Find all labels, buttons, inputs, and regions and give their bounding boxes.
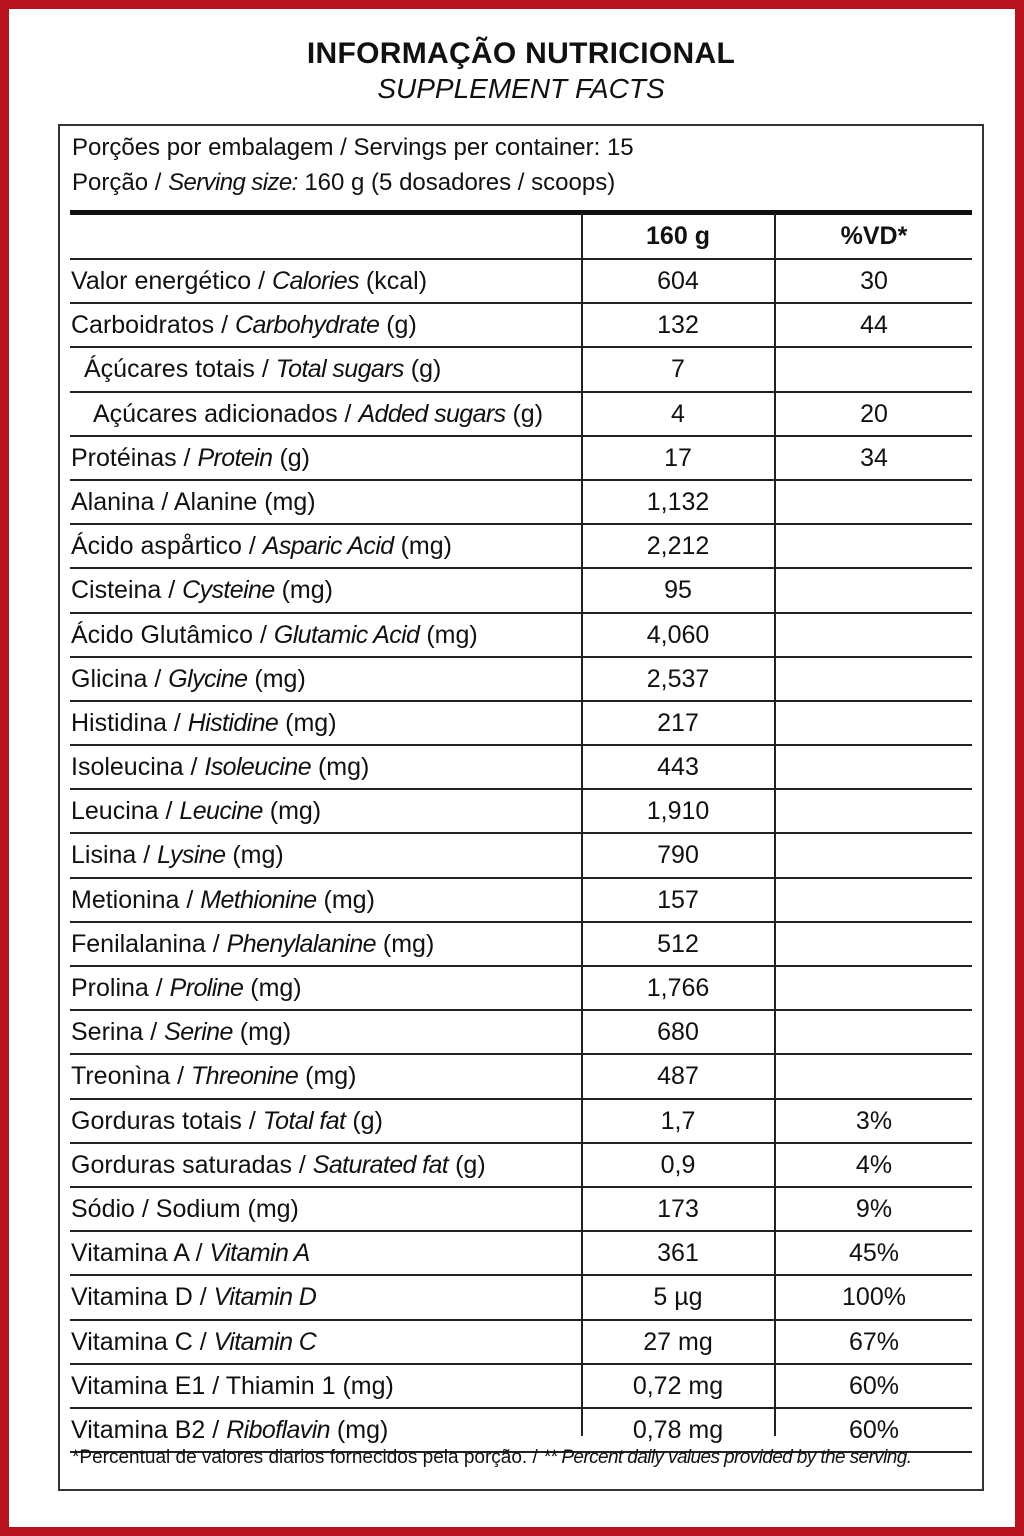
nutrient-name-en: Carbohydrate (234, 311, 380, 340)
nutrient-label (71, 525, 452, 567)
nutrient-amount: 2,212 (646, 532, 710, 561)
servings-per-container-label: Porções por embalagem / Servings per container: (72, 134, 601, 161)
nutrient-name-en: Methionine (200, 885, 317, 914)
table-row (70, 746, 972, 790)
nutrient-name-pt: Ácido aspårtico / (71, 532, 256, 561)
nutrient-label (71, 1011, 291, 1053)
nutrient-amount: 4,060 (646, 620, 710, 649)
nutrient-unit: (g) (410, 355, 442, 384)
nutrient-name-pt: Metionina / (71, 885, 194, 914)
table-row (70, 481, 972, 525)
nutrient-unit: (mg) (400, 532, 452, 561)
nutrient-label (93, 393, 543, 435)
nutrient-name-pt: Fenilalanina / (71, 929, 220, 958)
table-row (70, 879, 972, 923)
nutrient-unit: (mg) (317, 753, 370, 782)
nutrient-unit: (mg) (281, 576, 333, 605)
nutrient-label (71, 614, 478, 656)
nutrient-amount: 443 (657, 753, 699, 782)
nutrient-label (71, 437, 310, 479)
nutrient-name-pt: Isoleucina / (71, 753, 198, 782)
nutrient-name-en: Serine (164, 1018, 233, 1047)
nutrient-name-en: Protein (197, 443, 273, 472)
nutrient-unit: (g) (455, 1150, 486, 1179)
nutrient-daily-value: 34 (860, 443, 888, 472)
nutrient-daily-value: 45% (848, 1239, 900, 1268)
nutrient-name-pt: Vitamina D / (71, 1283, 207, 1312)
nutrient-name-en: Leucine (179, 797, 263, 826)
nutrient-label (84, 348, 441, 390)
thick-divider (70, 210, 972, 215)
nutrient-unit: (g) (386, 311, 417, 340)
nutrient-name-en: Riboflavin (226, 1415, 330, 1444)
serving-size-label-en: Serving size: (168, 169, 298, 196)
nutrient-name-en: Histidine (187, 708, 279, 737)
nutrient-label (71, 834, 284, 876)
nutrient-amount: 790 (657, 841, 699, 870)
nutrient-unit: (mg) (305, 1062, 357, 1091)
nutrient-name-en: Vitamin A (209, 1239, 310, 1268)
nutrient-name-pt: Açúcares adicionados / (93, 399, 352, 428)
nutrient-amount: 173 (657, 1194, 699, 1223)
nutrient-label (71, 1055, 357, 1097)
nutrient-name-pt: Vitamina A / (71, 1239, 203, 1268)
nutrient-amount: 5 µg (653, 1283, 703, 1312)
table-row (70, 260, 972, 304)
table-row (70, 1321, 972, 1365)
table-row (70, 569, 972, 613)
nutrient-unit: (mg) (254, 664, 306, 693)
nutrient-amount: 361 (657, 1239, 699, 1268)
table-row (70, 1100, 972, 1144)
table-row (70, 790, 972, 834)
table-row (70, 834, 972, 878)
table-row (70, 304, 972, 348)
nutrient-label (71, 569, 333, 611)
nutrient-name-pt: Serina / (71, 1018, 158, 1047)
nutrient-name-pt: Carboidratos / (71, 311, 229, 340)
nutrient-name-en: Lysine (157, 841, 226, 870)
nutrient-name-pt: Prolina / (71, 974, 163, 1002)
nutrient-unit: (g) (352, 1106, 383, 1135)
table-row (70, 923, 972, 967)
table-row (70, 1188, 972, 1232)
table-row (70, 702, 972, 746)
nutrient-amount: 4 (671, 399, 685, 428)
nutrient-name-pt: Áçúcares totais / (84, 355, 269, 384)
nutrient-daily-value: 60% (848, 1371, 900, 1400)
nutrient-name-pt: Leucina / (71, 797, 173, 826)
nutrient-name-pt: Alanina / Alanine (71, 487, 258, 516)
nutrient-unit: (mg) (342, 1371, 394, 1400)
nutrient-label (71, 790, 321, 832)
nutrient-amount: 680 (657, 1018, 699, 1047)
nutrient-label (71, 1188, 299, 1230)
nutrient-daily-value: 67% (848, 1327, 900, 1356)
nutrient-name-en: Vitamin C (213, 1327, 317, 1356)
footnote-pt: *Percentual de valores diarios fornecidos pela porção. / (72, 1447, 538, 1468)
nutrient-name-pt: Cisteina / (71, 576, 176, 605)
nutrient-daily-value: 100% (842, 1283, 906, 1312)
nutrient-name-pt: Protéinas / (71, 443, 191, 472)
nutrient-unit: (mg) (426, 620, 478, 649)
nutrient-label (71, 1365, 394, 1407)
nutrient-daily-value: 30 (860, 267, 888, 295)
serving-size-value: 160 g (5 dosadores / scoops) (304, 169, 616, 196)
table-row (70, 1232, 972, 1276)
nutrient-amount: 217 (657, 708, 699, 737)
footnote-en: ** Percent daily values provided by the serving. (543, 1447, 912, 1468)
nutrient-unit: (mg) (336, 1415, 389, 1444)
nutrient-amount: 132 (657, 311, 699, 340)
nutrient-label (71, 658, 306, 700)
serving-size-label-pt: Porção / (72, 169, 162, 196)
nutrient-daily-value: 20 (860, 399, 888, 428)
nutrient-name-en: Isoleucine (204, 753, 311, 782)
nutrient-amount: 1,910 (646, 797, 710, 826)
nutrient-daily-value: 9% (855, 1194, 893, 1223)
nutrient-amount: 95 (664, 576, 692, 605)
nutrient-unit: (mg) (247, 1194, 299, 1223)
nutrient-label (71, 879, 375, 921)
nutrient-label (71, 746, 369, 788)
nutrient-rows (70, 260, 972, 1453)
table-row (70, 1365, 972, 1409)
title-portuguese: INFORMAÇÃO NUTRICIONAL (306, 37, 736, 70)
nutrient-label (71, 923, 434, 965)
nutrient-name-en: Total sugars (275, 355, 404, 384)
nutrient-amount: 2,537 (646, 664, 710, 693)
table-row (70, 658, 972, 702)
nutrient-amount: 7 (671, 355, 685, 384)
nutrient-name-en: Saturated fat (312, 1150, 449, 1179)
nutrient-label (71, 304, 417, 346)
nutrient-name-en: Threonine (190, 1062, 299, 1091)
nutrient-name-pt: Gorduras saturadas / (71, 1150, 306, 1179)
nutrient-name-en: Vitamin D (213, 1283, 317, 1312)
nutrient-amount: 0,78 mg (632, 1415, 724, 1444)
nutrient-name-en: Calories (272, 267, 359, 295)
nutrient-amount: 1,132 (646, 487, 710, 516)
nutrient-name-pt: Treonìna / (71, 1062, 185, 1091)
nutrient-unit: (mg) (382, 929, 435, 958)
nutrient-unit: (mg) (250, 974, 302, 1002)
nutrient-name-pt: Gorduras totais / (71, 1106, 256, 1135)
column-header-daily-value: %VD* (840, 222, 908, 250)
nutrient-amount: 604 (657, 267, 699, 295)
nutrient-unit: (mg) (239, 1018, 292, 1047)
nutrient-label (71, 1276, 316, 1318)
table-row (70, 1144, 972, 1188)
nutrient-daily-value: 60% (848, 1415, 900, 1444)
nutrient-name-en: Asparic Acid (262, 532, 394, 561)
nutrition-panel (58, 124, 984, 1491)
nutrient-amount: 17 (664, 443, 692, 472)
nutrient-label (71, 702, 337, 744)
nutrient-unit: (g) (279, 443, 310, 472)
nutrient-label (71, 1144, 486, 1186)
nutrient-label (71, 1100, 383, 1142)
nutrient-name-pt: Vitamina B2 / (71, 1415, 220, 1444)
nutrient-name-pt: Lisina / (71, 841, 151, 870)
nutrient-amount: 27 mg (643, 1327, 713, 1356)
nutrient-name-en: Proline (169, 974, 244, 1002)
nutrient-label (71, 1409, 388, 1451)
nutrient-name-pt: Glicina / (71, 664, 162, 693)
nutrient-name-en: Phenylalanine (226, 929, 376, 958)
table-row (70, 1055, 972, 1099)
table-row (70, 525, 972, 569)
table-row (70, 614, 972, 658)
footnote (72, 1447, 911, 1469)
nutrient-amount: 0,72 mg (632, 1371, 724, 1400)
column-header-quantity: 160 g (646, 222, 710, 250)
servings-per-container-value: 15 (606, 134, 634, 161)
nutrient-unit: (mg) (232, 841, 284, 870)
nutrient-amount: 157 (657, 885, 699, 914)
nutrient-name-en: Cysteine (182, 576, 275, 605)
nutrient-daily-value: 4% (855, 1150, 893, 1179)
nutrient-unit: (mg) (269, 797, 322, 826)
nutrient-unit: (mg) (285, 708, 337, 737)
nutrient-label (71, 967, 302, 1009)
nutrient-name-en: Glycine (168, 664, 248, 693)
nutrient-amount: 1,766 (646, 974, 710, 1002)
nutrient-label (71, 1321, 316, 1363)
nutrient-name-pt: Vitamina C / (71, 1327, 207, 1356)
nutrient-label (71, 1232, 310, 1274)
nutrient-name-pt: Sódio / Sodium (71, 1194, 241, 1223)
servings-per-container (72, 134, 634, 162)
nutrient-name-pt: Ácido Glutâmico / (71, 620, 267, 649)
table-row (70, 437, 972, 481)
nutrient-name-pt: Histidina / (71, 708, 181, 737)
nutrient-name-pt: Valor energético / (71, 267, 266, 295)
nutrient-unit: (kcal) (365, 267, 428, 295)
serving-size (72, 169, 615, 197)
nutrient-amount: 0,9 (660, 1150, 696, 1179)
nutrient-unit: (mg) (323, 885, 375, 914)
nutrient-label (71, 481, 316, 523)
nutrient-unit: (mg) (264, 487, 316, 516)
nutrient-amount: 512 (657, 929, 699, 958)
nutrient-name-en: Added sugars (358, 399, 506, 428)
table-row (70, 1011, 972, 1055)
nutrient-name-en: Total fat (262, 1106, 346, 1135)
nutrient-amount: 487 (657, 1062, 699, 1091)
nutrient-label (71, 260, 427, 302)
nutrient-unit: (g) (512, 399, 544, 428)
nutrient-amount: 1,7 (660, 1106, 696, 1135)
title-english: SUPPLEMENT FACTS (377, 73, 665, 104)
nutrient-name-en: Glutamic Acid (273, 620, 420, 649)
nutrient-daily-value: 3% (855, 1106, 893, 1135)
table-row (70, 393, 972, 437)
table-row (70, 348, 972, 392)
table-row (70, 1276, 972, 1320)
nutrient-name-pt: Vitamina E1 / Thiamin 1 (71, 1371, 336, 1400)
nutrient-daily-value: 44 (860, 311, 888, 340)
table-row (70, 967, 972, 1011)
